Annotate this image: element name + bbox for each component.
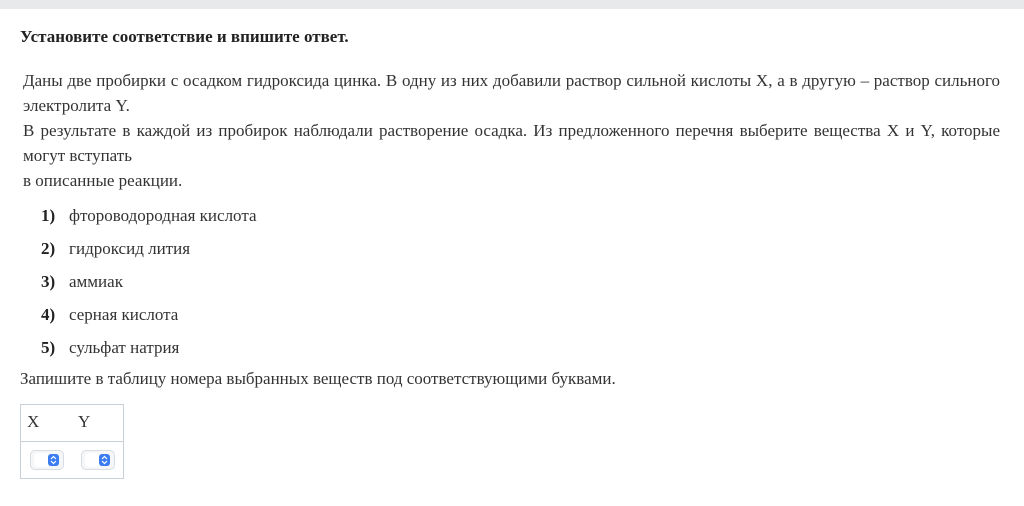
- task-paragraph-1: Даны две пробирки с осадком гидроксида цинка. В одну из них добавили раствор сильной кислоты X, а в другую – раствор сильного электролита Y.: [23, 71, 1000, 115]
- option-number: 2): [41, 239, 56, 258]
- option-item: [41, 335, 257, 368]
- up-down-chevron-icon: [99, 454, 110, 466]
- answer-table: [20, 404, 124, 479]
- task-instruction: Установите соответствие и впишите ответ.: [20, 27, 349, 46]
- option-item: [41, 236, 257, 269]
- answer-select-x[interactable]: [30, 450, 64, 470]
- answer-table-header: [21, 405, 123, 442]
- up-down-chevron-icon: [48, 454, 59, 466]
- column-label-y: Y: [78, 412, 91, 431]
- option-item: [41, 302, 257, 335]
- option-text: сульфат натрия: [69, 338, 180, 357]
- options-list: [41, 203, 257, 368]
- option-text: фтороводородная кислота: [69, 206, 257, 225]
- option-text: гидроксид лития: [69, 239, 191, 258]
- column-label-x: X: [27, 412, 40, 431]
- task-paragraph-2: В результате в каждой из пробирок наблюдали растворение осадка. Из предложенного перечня выберите вещества X и Y, которые могут вступать: [23, 121, 1000, 165]
- option-text: серная кислота: [69, 305, 179, 324]
- option-item: [41, 269, 257, 302]
- option-number: 5): [41, 338, 56, 357]
- option-text: аммиак: [69, 272, 123, 291]
- option-number: 1): [41, 206, 56, 225]
- table-caption: Запишите в таблицу номера выбранных веществ под соответствующими буквами.: [20, 369, 616, 388]
- option-number: 3): [41, 272, 56, 291]
- answer-select-y[interactable]: [81, 450, 115, 470]
- option-item: [41, 203, 257, 236]
- option-number: 4): [41, 305, 56, 324]
- task-paragraph-3: в описанные реакции.: [23, 171, 183, 190]
